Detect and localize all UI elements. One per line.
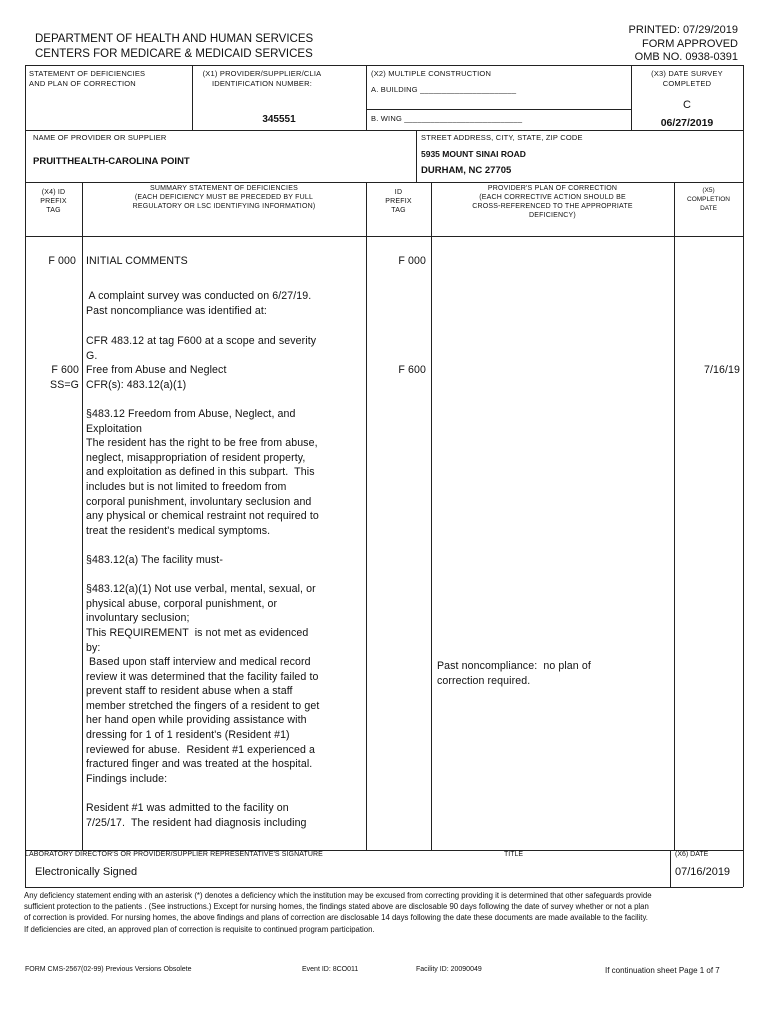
statement-label-line: AND PLAN OF CORRECTION: [29, 79, 136, 88]
date-survey-label: [631, 69, 743, 89]
city-state-zip: DURHAM, NC 27705: [421, 165, 512, 176]
event-id: Event ID: 8CO011: [302, 966, 359, 973]
provider-id-label: [192, 69, 332, 89]
header-line: TAG: [391, 207, 406, 214]
header-line: REGULATORY OR LSC IDENTIFYING INFORMATION): [132, 203, 316, 210]
header-line: (EACH DEFICIENCY MUST BE PRECEDED BY FULL: [134, 194, 314, 201]
omb-number: OMB NO. 0938-0391: [634, 51, 738, 63]
regulation-paragraph: §483.12(a)(1) Not use verbal, mental, sexual, or physical abuse, corporal punishment, or involuntary seclusion; This REQUIREMENT is not met as evidenced by: Based upon staff interview and medical record review it was determined that the facility failed to prevent staff to resident abuse when a staff member stretched the fingers of a resident to get her hand open while providing assistance with dressing for 1 of 1 resident's (Resident #1) reviewed for abuse. Resident #1 experienced a fractured finger and was treated at the hospital. Findings include:: [86, 583, 320, 785]
provider-name: PRUITTHEALTH-CAROLINA POINT: [33, 156, 190, 167]
header-line: (EACH CORRECTIVE ACTION SHOULD BE: [479, 194, 626, 201]
title-label: TITLE: [504, 851, 524, 858]
column-divider: [674, 182, 675, 850]
signature-label: LABORATORY DIRECTOR'S OR PROVIDER/SUPPLIER REPRESENTATIVE'S SIGNATURE: [25, 851, 323, 858]
provider-name-label: NAME OF PROVIDER OR SUPPLIER: [33, 133, 167, 142]
prefix-tag-f600: F 600: [51, 364, 79, 376]
initial-comments-heading: INITIAL COMMENTS: [86, 255, 188, 267]
header-line: DATE: [700, 205, 717, 212]
header-line: (X4) ID: [41, 189, 66, 196]
street-address: 5935 MOUNT SINAI ROAD: [421, 149, 526, 159]
form-number: FORM CMS-2567(02-99) Previous Versions Obsolete: [25, 966, 192, 973]
table-divider: [670, 850, 671, 887]
x4-prefix-header: [25, 188, 82, 215]
provider-id-label-line: IDENTIFICATION NUMBER:: [211, 79, 313, 88]
provider-id-number: 345551: [262, 114, 296, 125]
street-address-label: STREET ADDRESS, CITY, STATE, ZIP CODE: [421, 133, 583, 142]
wing-field: B. WING ___________________________: [371, 114, 523, 123]
form-approved: FORM APPROVED: [642, 37, 738, 50]
printed-date: PRINTED: 07/29/2019: [628, 24, 738, 36]
signature-date-label: (X6) DATE: [675, 851, 709, 858]
department-line-2: CENTERS FOR MEDICARE & MEDICAID SERVICES: [35, 48, 313, 60]
id-tag-f600: F 600: [398, 364, 426, 376]
table-right-border: [743, 65, 744, 887]
header-line: PREFIX: [385, 198, 412, 205]
table-divider: [366, 109, 631, 110]
building-field: A. BUILDING ______________________: [371, 85, 517, 94]
continuation-page: If continuation sheet Page 1 of 7: [605, 966, 720, 975]
column-divider: [366, 182, 367, 850]
header-line: SUMMARY STATEMENT OF DEFICIENCIES: [150, 185, 298, 192]
header-line: ID: [394, 189, 403, 196]
survey-code: C: [683, 99, 691, 111]
multiple-construction-label: (X2) MULTIPLE CONSTRUCTION: [371, 69, 492, 78]
signature-date: 07/16/2019: [675, 866, 731, 878]
table-divider: [25, 887, 743, 888]
regulation-title: Free from Abuse and Neglect: [86, 364, 227, 377]
scope-severity-tag: SS=G: [50, 379, 79, 391]
header-line: CROSS-REFERENCED TO THE APPROPRIATE: [472, 203, 633, 210]
header-line: DEFICIENCY): [529, 212, 576, 219]
prefix-tag-f000: F 000: [48, 255, 76, 267]
facility-id: Facility ID: 20090049: [416, 966, 482, 973]
complaint-survey-text: [86, 289, 311, 318]
header-line: PROVIDER'S PLAN OF CORRECTION: [487, 185, 618, 192]
id-prefix-header: [366, 188, 431, 215]
statement-label: [29, 69, 145, 89]
header-line: TAG: [46, 207, 61, 214]
table-divider: [416, 130, 417, 182]
provider-id-label-line: (X1) PROVIDER/SUPPLIER/CLIA: [202, 69, 322, 78]
cfr-line: CFR 483.12 at tag F600 at a scope and severity: [86, 335, 317, 347]
table-divider: [25, 182, 743, 183]
header-line: (X5): [702, 187, 715, 194]
signature-value: Electronically Signed: [35, 866, 138, 878]
statement-label-line: STATEMENT OF DEFICIENCIES: [29, 69, 146, 78]
plan-of-correction-header: [431, 184, 674, 220]
table-divider: [366, 65, 367, 130]
regulation-reference: CFR(s): 483.12(a)(1): [86, 378, 187, 391]
regulation-paragraph: Resident #1 was admitted to the facility on 7/25/17. The resident had diagnosis including: [86, 802, 307, 829]
header-line: COMPLETION: [687, 196, 730, 203]
findings-text: [86, 407, 361, 845]
cfr-citation-text: [86, 334, 316, 392]
column-divider: [431, 182, 432, 850]
id-tag-f000: F 000: [398, 255, 426, 267]
survey-completed-date: 06/27/2019: [660, 117, 714, 129]
header-line: PREFIX: [40, 198, 67, 205]
table-divider: [25, 236, 743, 237]
cfr-line: G.: [86, 349, 98, 362]
column-divider: [82, 182, 83, 850]
department-line-1: DEPARTMENT OF HEALTH AND HUMAN SERVICES: [35, 33, 314, 45]
date-survey-label-line: COMPLETED: [662, 79, 712, 88]
summary-statement-header: [82, 184, 366, 211]
plan-of-correction-text: Past noncompliance: no plan of correction required.: [437, 660, 591, 687]
disclaimer-text: Any deficiency statement ending with an asterisk (*) denotes a deficiency which the institution may be excused from correcting providing it is determined that other safeguards provide sufficient protection to the patients . (See instructions.) Except for nursing homes, the findings stated above are disclosable 90 days following the date of survey whether or not a plan of correction is provided. For nursing homes, the above findings and plans of correction are disclosable 14 days following the date these documents are made available to the facility. If deficiencies are cited, an approved plan of correction is requisite to continued program participation.: [24, 891, 652, 934]
form-status-block: [629, 24, 738, 65]
department-heading: [35, 32, 313, 62]
regulation-paragraph: §483.12(a) The facility must-: [86, 553, 223, 566]
top-table-border: [25, 65, 743, 66]
complaint-line: A complaint survey was conducted on 6/27/19.: [86, 290, 312, 302]
regulation-paragraph: §483.12 Freedom from Abuse, Neglect, and Exploitation The resident has the right to be free from abuse, neglect, misappropriation of resident property, and exploitation as defined in this subpart. This includes but is not limited to freedom from corporal punishment, involuntary seclusion and any physical or chemical restraint not required to treat the resident's medical symptoms.: [86, 408, 319, 537]
completion-date: 7/16/19: [703, 364, 740, 376]
completion-date-header: [674, 186, 743, 213]
date-survey-label-line: (X3) DATE SURVEY: [651, 69, 723, 78]
table-divider: [25, 130, 743, 131]
complaint-line: Past noncompliance was identified at:: [86, 304, 267, 317]
